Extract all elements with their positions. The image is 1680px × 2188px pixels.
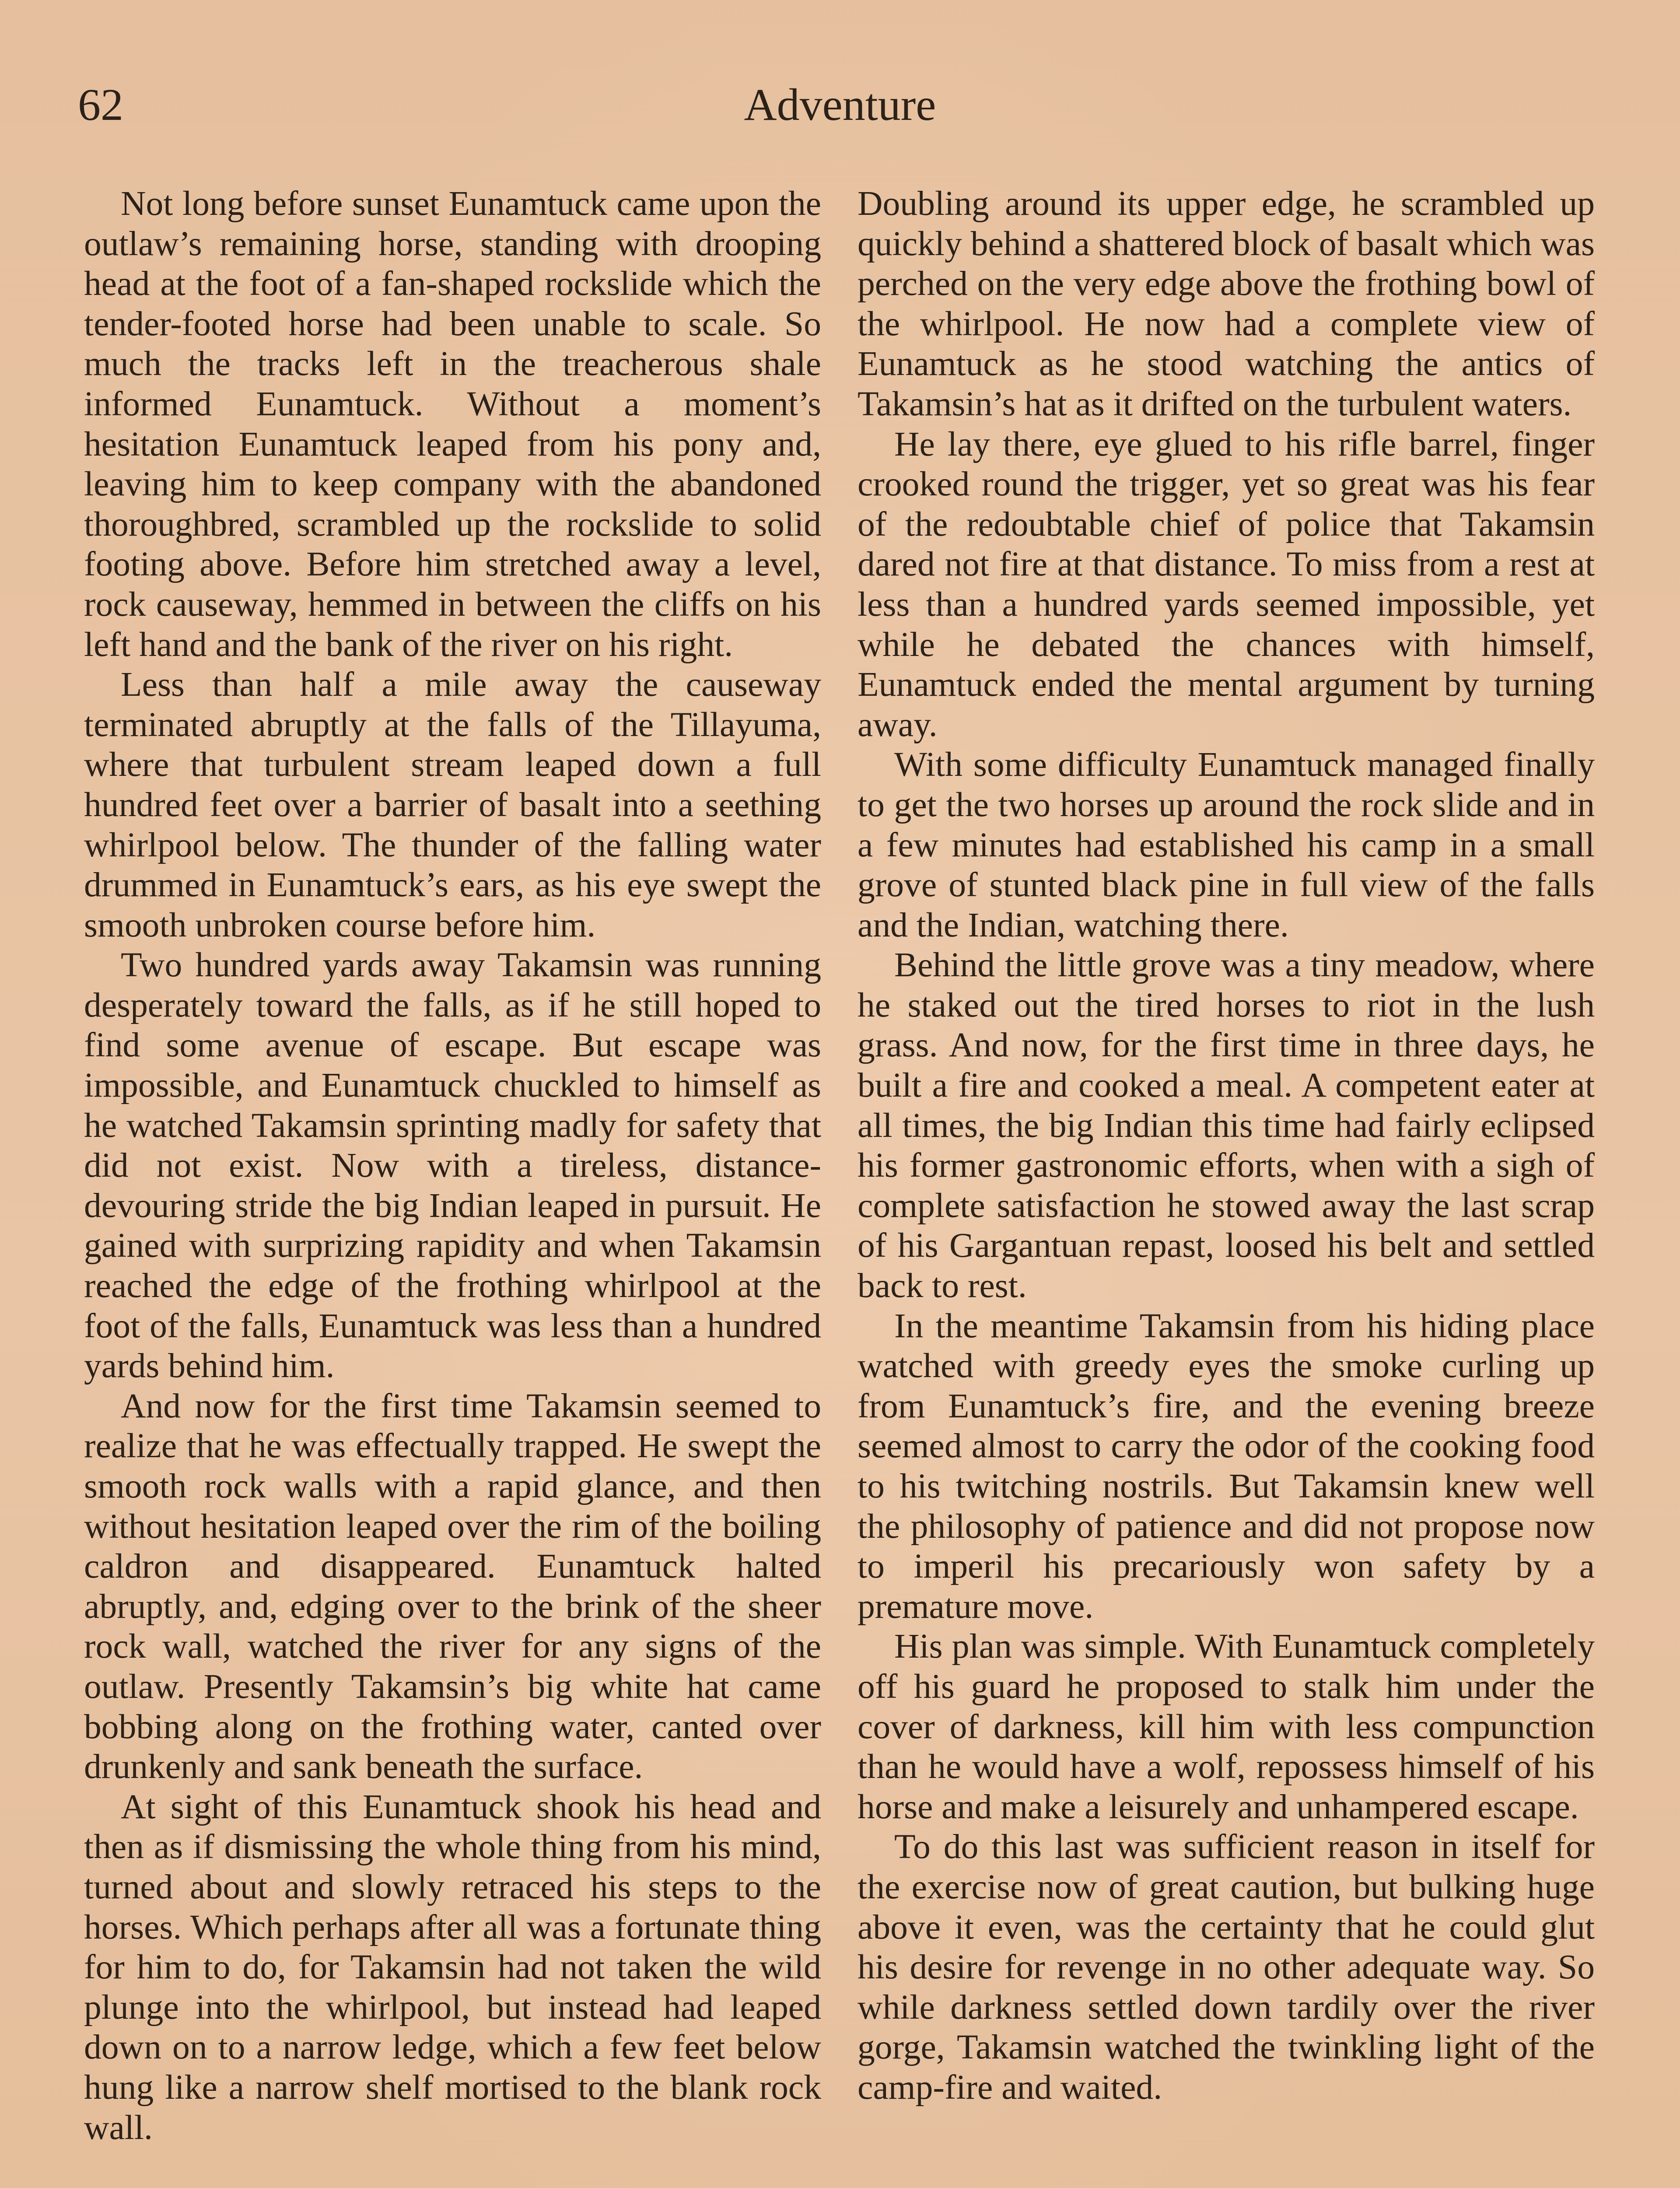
left-column: [84, 184, 821, 2148]
paragraph: He lay there, eye glued to his rifle barrel, finger crooked round the trigger, yet so great was his fear of the redoubtable chief of police that Takamsin dared not fire at that distance. To miss from a rest at less than a hundred yards seemed impossible, yet while he debated the chances with himself, Eunamtuck ended the mental argument by turning away.: [858, 424, 1595, 744]
paragraph: His plan was simple. With Eunamtuck completely off his guard he proposed to stalk him under the cover of darkness, kill him with less compunction than he would have a wolf, repossess himself of his horse and make a leisurely and unhampered escape.: [858, 1627, 1595, 1826]
paragraph: Less than half a mile away the causeway terminated abruptly at the falls of the Tillayuma, where that turbulent stream leaped down a full hundred feet over a barrier of basalt into a seething whirlpool below. The thunder of the falling water drummed in Eunamtuck’s ears, as his eye swept the smooth unbroken course before him.: [84, 665, 821, 944]
page-number: 62: [78, 80, 123, 130]
paragraph-continued: Doubling around its upper edge, he scrambled up quickly behind a shattered block of basalt which was perched on the very edge above the frothing bowl of the whirlpool. He now had a complete view of Eunamtuck as he stood watching the antics of Takamsin’s hat as it drifted on the turbulent waters.: [858, 184, 1595, 423]
paragraph: At sight of this Eunamtuck shook his head and then as if dismissing the whole thing from his mind, turned about and slowly retraced his steps to the horses. Which perhaps after all was a fortunate thing for him to do, for Takamsin had not taken the wild plunge into the whirlpool, but instead had leaped down on to a narrow ledge, which a few feet below hung like a narrow shelf mortised to the blank rock wall.: [84, 1787, 821, 2147]
paragraph: To do this last was sufficient reason in itself for the exercise now of great caution, but bulking huge above it even, was the certainty that he could glut his desire for revenge in no other adequate way. So while darkness settled down tardily over the river gorge, Takamsin watched the twinkling light of the camp-fire and waited.: [858, 1827, 1595, 2107]
running-title: Adventure: [744, 80, 936, 130]
right-column: [858, 184, 1595, 2108]
paragraph: In the meantime Takamsin from his hiding place watched with greedy eyes the smoke curling up from Eunamtuck’s fire, and the evening breeze seemed almost to carry the odor of the cooking food to his twitching nostrils. But Takamsin knew well the philosophy of patience and did not propose now to imperil his precariously won safety by a premature move.: [858, 1306, 1595, 1626]
paragraph: Behind the little grove was a tiny meadow, where he staked out the tired horses to riot in the lush grass. And now, for the first time in three days, he built a fire and cooked a meal. A competent eater at all times, the big Indian this time had fairly eclipsed his former gastronomic efforts, when with a sigh of complete satisfaction he stowed away the last scrap of his Gargantuan repast, loosed his belt and settled back to rest.: [858, 946, 1595, 1305]
running-header: [0, 74, 1680, 136]
paragraph: And now for the first time Takamsin seemed to realize that he was effectually trapped. He swept the smooth rock walls with a rapid glance, and then without hesitation leaped over the rim of the boiling caldron and disappeared. Eunamtuck halted abruptly, and, edging over to the brink of the sheer rock wall, watched the river for any signs of the outlaw. Presently Takamsin’s big white hat came bobbing along on the frothing water, canted over drunkenly and sank beneath the surface.: [84, 1386, 821, 1786]
paragraph: Two hundred yards away Takamsin was running desperately toward the falls, as if he still hoped to find some avenue of escape. But escape was impossible, and Eunamtuck chuckled to himself as he watched Takamsin sprinting madly for safety that did not exist. Now with a tireless, distance-devouring stride the big Indian leaped in pursuit. He gained with surprizing rapidity and when Takamsin reached the edge of the frothing whirlpool at the foot of the falls, Eunamtuck was less than a hundred yards behind him.: [84, 946, 821, 1385]
paragraph: With some difficulty Eunamtuck managed finally to get the two horses up around the rock slide and in a few minutes had established his camp in a small grove of stunted black pine in full view of the falls and the Indian, watching there.: [858, 745, 1595, 944]
paragraph: Not long before sunset Eunamtuck came upon the outlaw’s remaining horse, standing with drooping head at the foot of a fan-shaped rockslide which the tender-footed horse had been unable to scale. So much the tracks left in the treacherous shale informed Eunamtuck. Without a moment’s hesitation Eunamtuck leaped from his pony and, leaving him to keep company with the abandoned thoroughbred, scrambled up the rockslide to solid footing above. Before him stretched away a level, rock causeway, hemmed in between the cliffs on his left hand and the bank of the river on his right.: [84, 184, 821, 664]
